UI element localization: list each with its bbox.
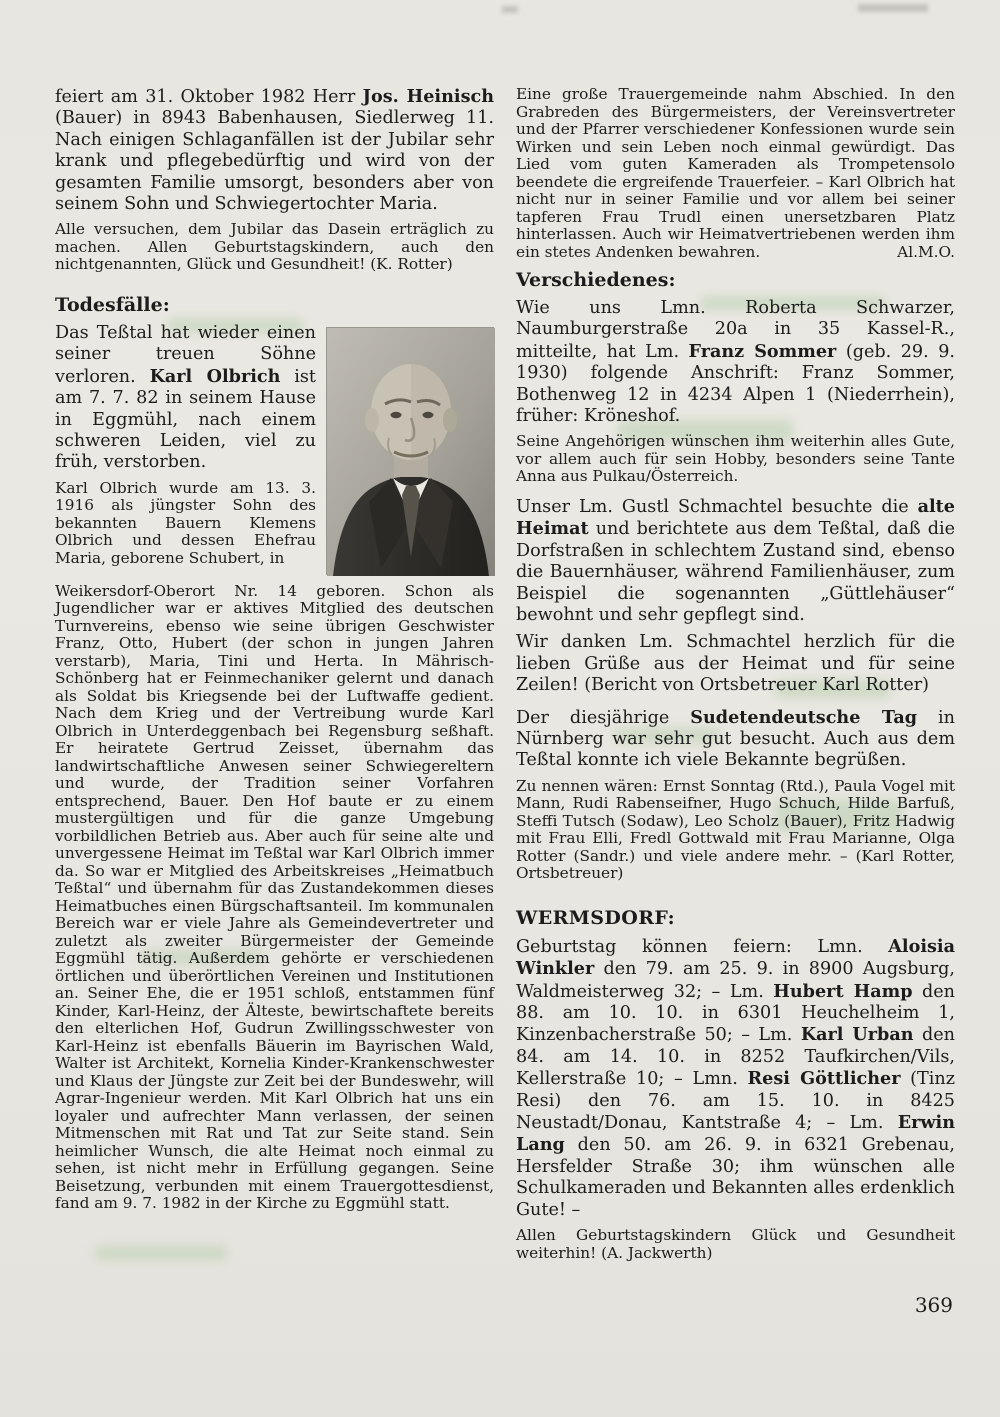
birthdays-note-paragraph: Allen Geburtstagskindern Glück und Gesundheit weiterhin! (A. Jackwerth) (516, 1226, 955, 1262)
obituary-birth-paragraph: Karl Olbrich wurde am 13. 3. 1916 als jüngster Sohn des bekannten Bauern Klemens Olbrich und dessen Ehefrau Maria, geborene Schubert, in (55, 478, 316, 567)
scan-speck (858, 4, 928, 12)
obituary-body-paragraph: Weikersdorf-Oberort Nr. 14 geboren. Schon als Jugendlicher war er aktives Mitglied des deutschen Turnvereins, ebenso wie seine übrigen Geschwister Franz, Otto, Hubert (der schon in jungen Jahren verstarb), Maria, Tini und Herta. In Mährisch-Schönberg hat er Feinmechaniker gelernt und danach als Soldat bis Kriegsende bei der Luftwaffe gedient. Nach dem Krieg und der Vertreibung wurde Karl Olbrich in Unterdeggenbach bei Regensburg seßhaft. Er heiratete Gertrud Zeisset, übernahm das landwirtschaftliche Anwesen seiner Schwiegereltern und wurde, der Tradition seiner Vorfahren entsprechend, Bauer. Den Hof baute er zu einem mustergültigen und für die ganze Umgebung vorbildlichen Betrieb aus. Aber auch für seine alte und unvergessene Heimat im Teßtal war Karl Olbrich immer da. So war er Mitglied des Arbeitskreises „Heimatbuch Teßtal“ und übernahm für das Zustandekommen dieses Heimatbuches einen Bürgschaftsanteil. Im kommunalen Bereich war er viele Jahre als Gemeindevertreter und zuletzt als zweiter Bürgermeister der Gemeinde Eggmühl tätig. Außerdem gehörte er verschiedenen örtlichen und überörtlichen Vereinen und Institutionen an. Seiner Ehe, die er 1951 schloß, entstammen fünf Kinder, Karl-Heinz, der Älteste, bewirtschaftete bereits den elterlichen Hof, Gudrun Zwillingsschwester von Karl-Heinz ist ebenfalls Bäuerin im Bayrischen Wald, Walter ist Architekt, Kornelia Kinder-Krankenschwester und Klaus der Jüngste zur Zeit bei der Bundeswehr, will Agrar-Ingenieur werden. Mit Karl Olbrich hat uns ein loyaler und aufrechter Mann verlassen, der seinen Mitmenschen mit Rat und Tat zur Seite stand. Sein heimlicher Wunsch, die alte Heimat noch einmal zu sehen, ist nicht mehr in Erfüllung gegangen. Seine Beisetzung, verbunden mit einem Trauergottesdienst, fand am 9. 7. 1982 in der Kirche zu Eggmühl statt. (55, 581, 494, 1213)
signature-almo: Al.M.O. (897, 242, 955, 261)
birthday-note-paragraph: Alle versuchen, dem Jubilar das Dasein erträglich zu machen. Allen Geburtstagskindern, auch den nichtgenannten, Glück und Gesundheit! (K. Rotter) (55, 220, 494, 274)
obituary-lead-paragraph: Das Teßtal hat wieder einen seiner treuen Söhne verloren. Karl Olbrich ist am 7. 7. 82 in seinem Hause in Eggmühl, nach einem schweren Leiden, viel zu früh, verstorben. (55, 322, 316, 473)
address-change-paragraph: Wie uns Lmn. Roberta Schwarzer, Naumburgerstraße 20a in 35 Kassel-R., mitteilte, hat Lm. Franz Sommer (geb. 29. 9. 1930) folgende Anschrift: Franz Sommer, Bothenweg 12 in 4234 Alpen 1 (Niederrhein), früher: Kröneshof. (516, 298, 955, 427)
obituary-section (55, 323, 494, 1213)
portrait-of-man-in-suit (327, 328, 495, 576)
visit-report-paragraph: Unser Lm. Gustl Schmachtel besuchte die alte Heimat und berichtete aus dem Teßtal, daß die Dorfstraßen in schlechtem Zustand sind, ebenso die Bauernhäuser, während Familienhäuser, zum Beispiel die sogenannten „Güttlehäuser“ bewohnt und sehr gepflegt sind. (516, 495, 955, 625)
left-column (55, 86, 494, 1268)
scan-speck (502, 6, 518, 13)
page-number: 369 (914, 1293, 953, 1317)
section-heading-verschiedenes: Verschiedenes: (516, 269, 676, 291)
right-column (516, 86, 955, 1268)
funeral-report-text: Eine große Trauergemeinde nahm Abschied. In den Grabreden des Bürgermeisters, der Vereinsvertreter und der Pfarrer verschiedener Konfessionen wurde sein Wirken und sein Leben noch einmal gewürdigt. Das Lied vom guten Kameraden als Trompetensolo beendete die ergreifende Trauerfeier. – Karl Olbrich hat nicht nur in seiner Familie und vor allem bei seiner tapferen Frau Trudl einen unersetzbaren Platz hinterlassen. Auch wir Heimatvertriebenen werden ihm ein stetes Andenken bewahren. (516, 85, 955, 261)
thanks-paragraph: Wir danken Lm. Schmachtel herzlich für die lieben Grüße aus der Heimat und für seine Zeilen! (Bericht von Ortsbetreuer Karl Rotter) (516, 632, 955, 696)
sudetendeutscher-tag-paragraph: Der diesjährige Sudetendeutsche Tag in Nürnberg war sehr gut besucht. Auch aus dem Teßtal konnte ich viele Bekannte begrüßen. (516, 706, 956, 771)
address-note-paragraph: Seine Angehörigen wünschen ihm weiterhin alles Gute, vor allem auch für sein Hobby, besonders seine Tante Anna aus Pulkau/Österreich. (516, 432, 955, 486)
attendee-names-paragraph: Zu nennen wären: Ernst Sonntag (Rtd.), Paula Vogel mit Mann, Rudi Rabenseifner, Hugo Schuch, Hilde Barfuß, Steffi Tutsch (Sodaw), Leo Scholz (Bauer), Fritz Hadwig mit Frau Elli, Fredl Gottwald mit Frau Marianne, Olga Rotter (Sandr.) und viele andere mehr. – (Karl Rotter, Ortsbetreuer) (516, 776, 955, 883)
section-heading-todesfaelle: Todesfälle: (55, 293, 170, 316)
obituary-portrait-photo (326, 327, 494, 575)
continued-birthday-paragraph: feiert am 31. Oktober 1982 Herr Jos. Heinisch (Bauer) in 8943 Babenhausen, Siedlerweg 11. Nach einigen Schlaganfällen ist der Jubilar sehr krank und pflegebedürftig und wird von der gesamten Familie umsorgt, besonders aber von seinem Sohn und Schwiegertochter Maria. (55, 86, 494, 215)
section-heading-wermsdorf: WERMSDORF: (516, 906, 676, 929)
two-column-text-area (55, 86, 955, 1268)
funeral-report-paragraph (516, 86, 955, 261)
birthdays-paragraph: Geburtstag können feiern: Lmn. Aloisia Winkler den 79. am 25. 9. in 8900 Augsburg, Waldmeisterweg 32; – Lm. Hubert Hamp den 88. am 10. 10. in 6301 Heuchelheim 1, Kinzenbacherstraße 50; – Lm. Karl Urban den 84. am 14. 10. in 8252 Taufkirchen/Vils, Kellerstraße 10; – Lmn. Resi Göttlicher (Tinz Resi) den 76. am 15. 10. in 8425 Neustadt/Donau, Kantstraße 4; – Lm. Erwin Lang den 50. am 26. 9. in 6321 Grebenau, Hersfelder Straße 30; ihm wünschen alle Schulkameraden und Bekannten alles erdenklich Gute! – (516, 935, 956, 1220)
